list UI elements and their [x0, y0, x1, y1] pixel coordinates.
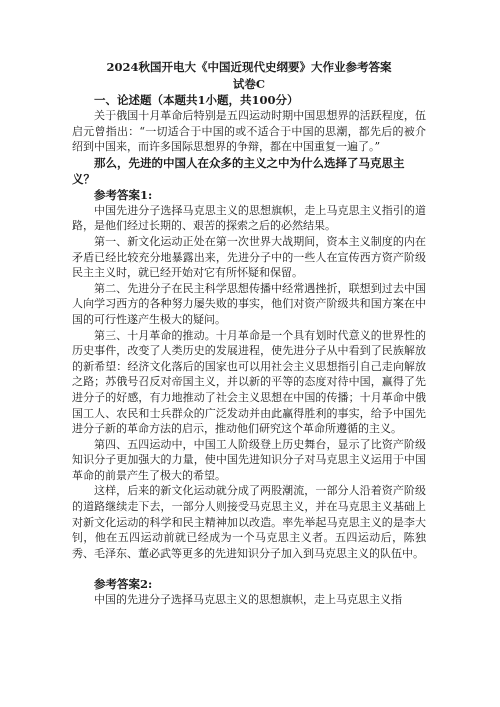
answer-1-paragraph: 第二、先进分子在民主科学思想传播中经常遇挫折，联想到过去中国人向学习西方的各种努力屡失败的事实，他们对资产阶级共和国方案在中国的可行性遂产生极大的疑问。: [72, 281, 426, 326]
answer-1-paragraph: 第四、五四运动中，中国工人阶级登上历史舞台，显示了比资产阶级知识分子更加强大的力量，使中国先进知识分子对马克思主义运用于中国革命的前景产生了极大的希望。: [72, 437, 426, 482]
answer-1-paragraph: 第三、十月革命的推动。十月革命是一个具有划时代意义的世界性的历史事件，改变了人类历史的发展进程，使先进分子从中看到了民族解放的新希望：经济文化落后的国家也可以用社会主义思想指引自己走向解放之路；苏俄号召反对帝国主义，并以新的平等的态度对待中国，赢得了先进分子的好感，有力地推动了社会主义思想在中国的传播；十月革命中俄国工人、农民和士兵群众的广泛发动并由此赢得胜利的事实，给予中国先进分子新的革命方法的启示，推动他们研究这个革命所遵循的主义。: [72, 328, 426, 436]
answer-1-paragraph: 中国先进分子选择马克思主义的思想旗帜，走上马克思主义指引的道路，是他们经过长期的、艰苦的探索之后的必然结果。: [72, 203, 426, 233]
section-heading: 一、论述题（本题共1小题，共100分）: [94, 93, 299, 107]
answer-1-paragraph: 这样，后来的新文化运动就分成了两股潮流，一部分人沿着资产阶级的道路继续走下去，一部分人则接受马克思主义，并在马克思主义基础上对新文化运动的科学和民主精神加以改造。率先举起马克思主义的是李大钊，他在五四运动前就已经成为一个马克思主义者。五四运动后，陈独秀、毛泽东、董必武等更多的先进知识分子加入到马克思主义的队伍中。: [72, 484, 426, 560]
question-text: 那么，先进的中国人在众多的主义之中为什么选择了马克思主义？: [72, 155, 405, 186]
answer-2-paragraph: 中国的先进分子选择马克思主义的思想旗帜，走上马克思主义指: [94, 593, 402, 607]
document-title: 2024秋国开电大《中国近现代史纲要》大作业参考答案: [106, 60, 392, 74]
answer-1-paragraph: 第一、新文化运动正处在第一次世界大战期间，资本主义制度的内在矛盾已经比较充分地暴露出来，先进分子中的一些人在宣传西方资产阶级民主主义时，就已经开始对它有所怀疑和保留。: [72, 234, 426, 280]
answer-1-label: 参考答案1:: [94, 187, 153, 202]
intro-paragraph: 关于俄国十月革命后特别是五四运动时期中国思想界的活跃程度，伍启元曾指出：“一切适合于中国的或不适合于中国的思潮，都先后的被介绍到中国来，而许多国际思想界的争辩，都在中国重复一遍了。”: [72, 109, 426, 154]
answer-2-label: 参考答案2:: [94, 577, 153, 592]
paragraph-spacer: [72, 561, 426, 576]
document-subtitle: 试卷C: [232, 77, 266, 91]
